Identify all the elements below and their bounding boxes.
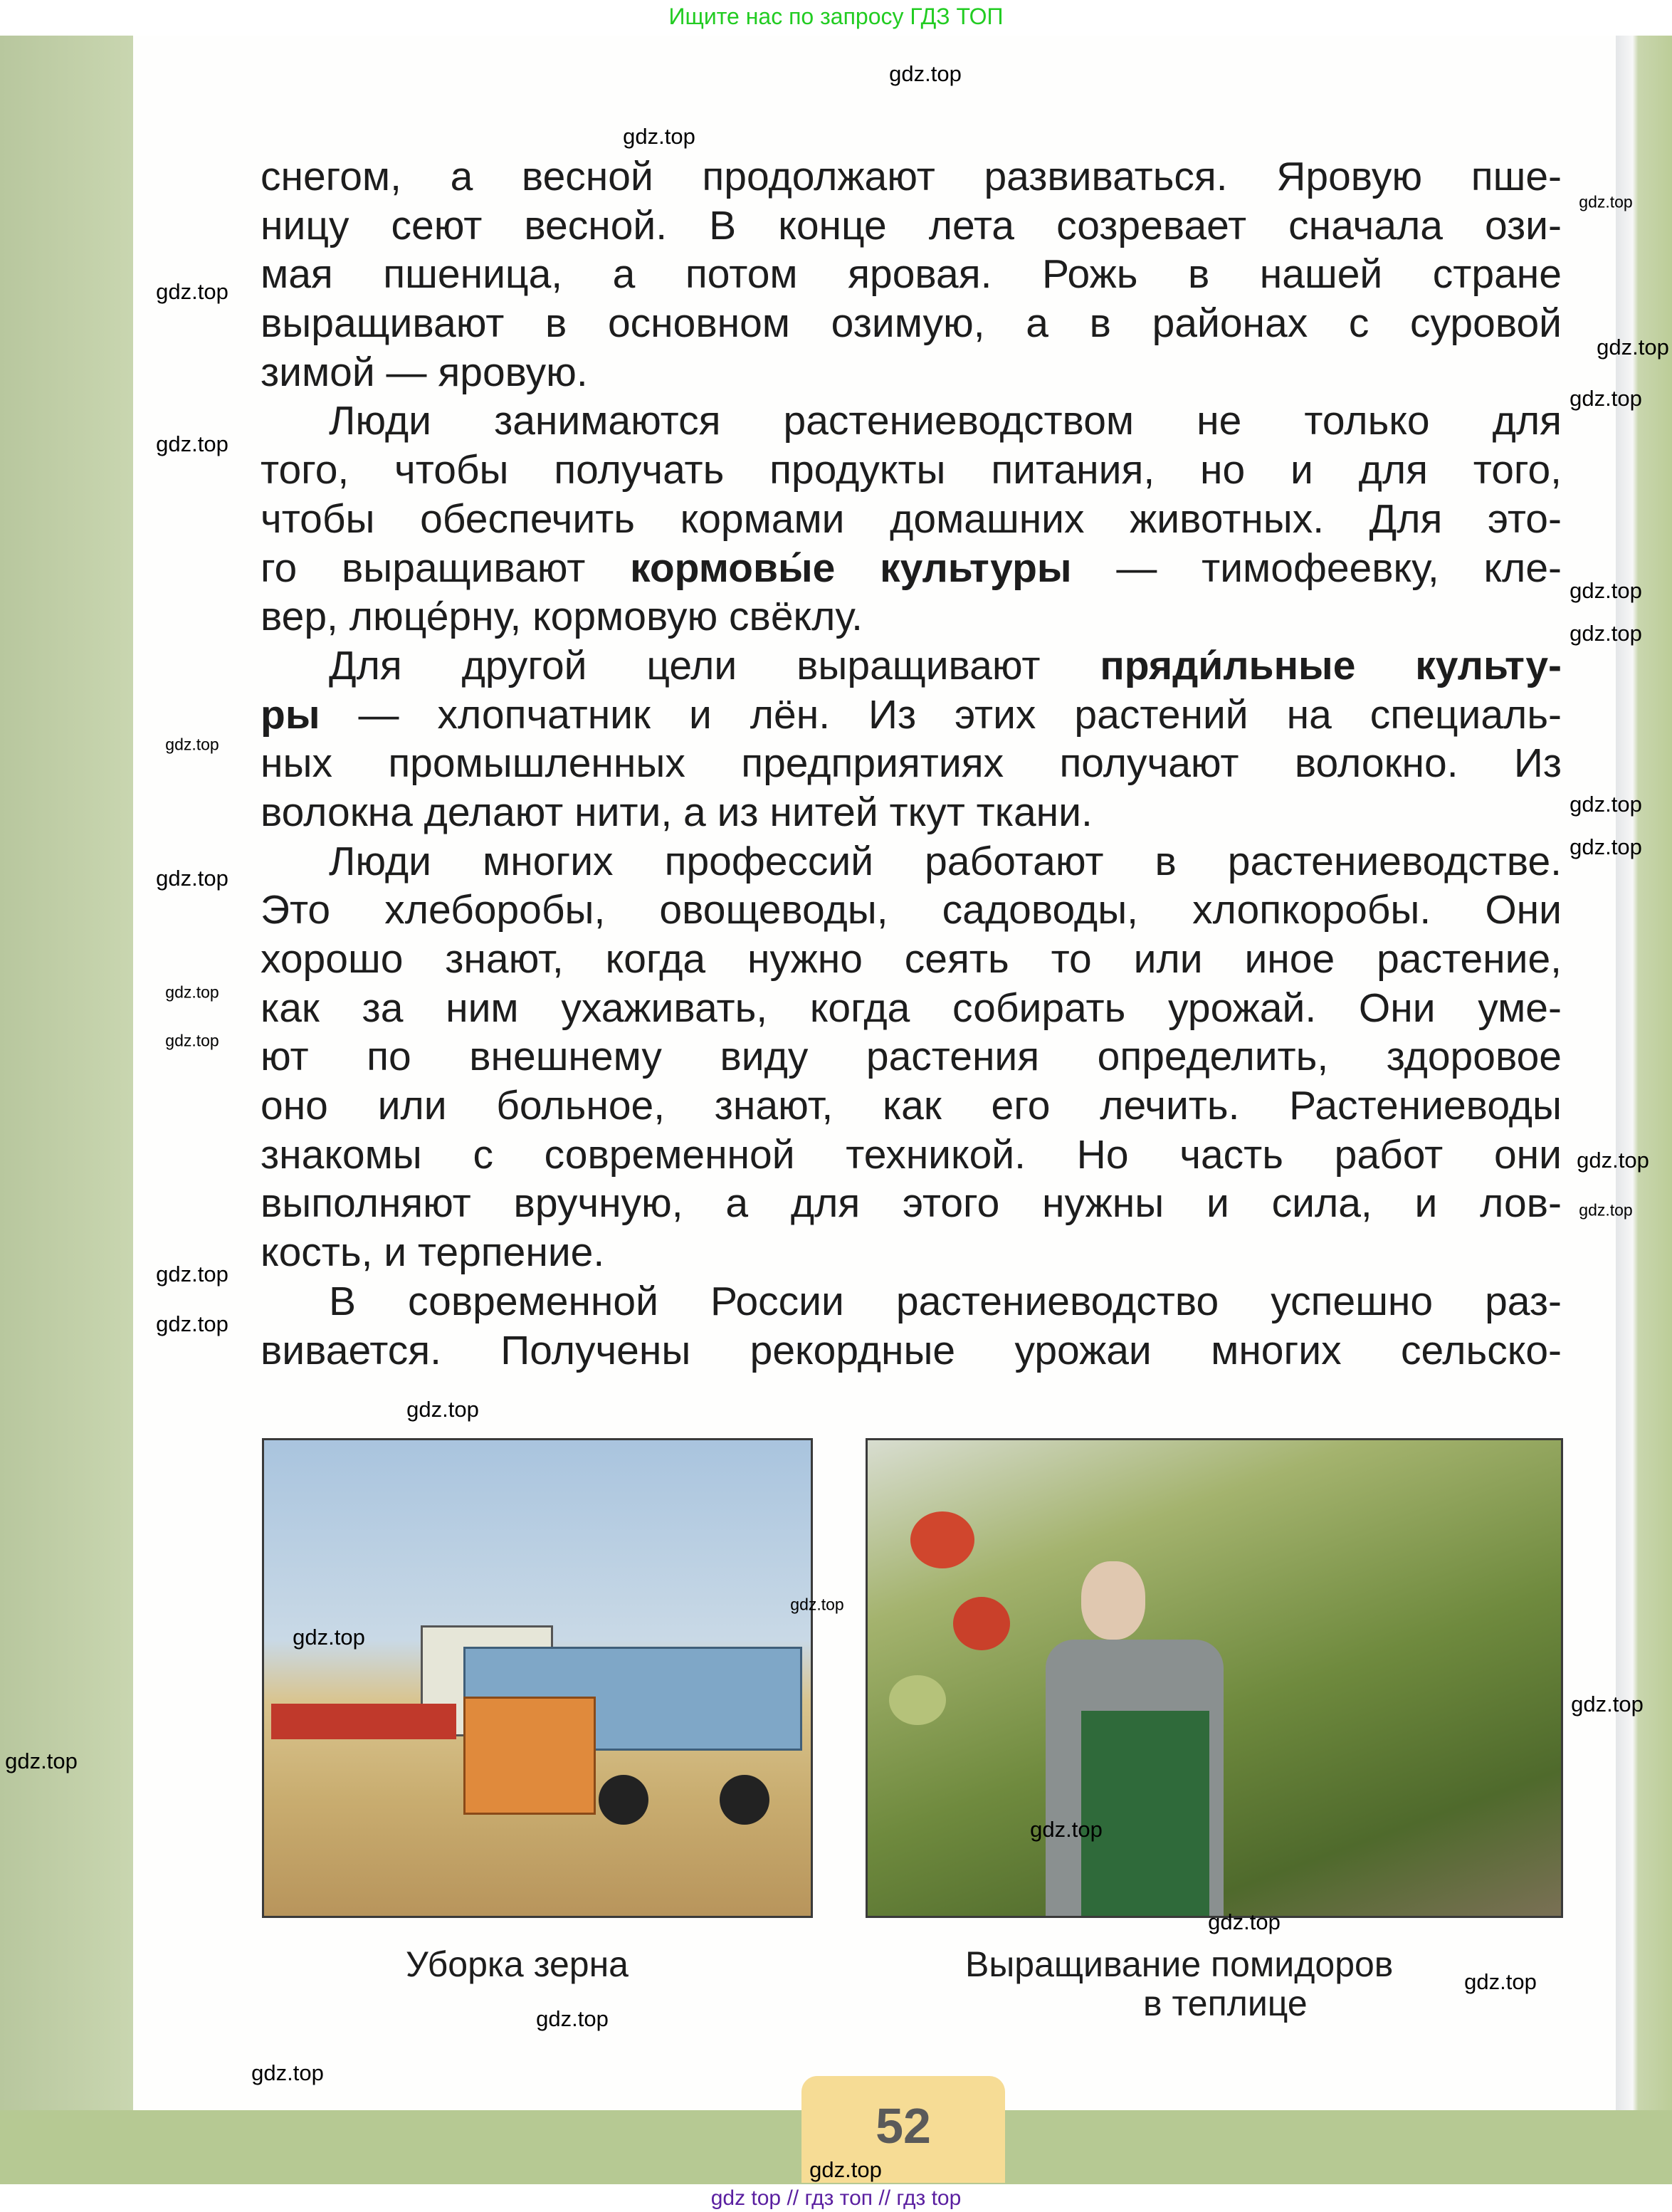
text-line: [261, 886, 1562, 935]
page-number: 52: [876, 2098, 931, 2154]
truck-wheel: [599, 1775, 648, 1825]
text-segment: го выращивают: [261, 545, 631, 591]
watermark: gdz.top: [1570, 792, 1642, 817]
text-segment: зимой — яровую.: [261, 349, 588, 395]
text-segment: того, чтобы получать продукты питания, но и для того,: [261, 447, 1562, 493]
text-line: [261, 641, 1562, 691]
text-line: [261, 348, 1562, 397]
text-line: [261, 1032, 1562, 1081]
link-gdz-top-ru[interactable]: гдз топ: [804, 2186, 873, 2210]
text-line: [261, 935, 1562, 984]
watermark: gdz.top: [790, 1595, 844, 1614]
text-line: [261, 1228, 1562, 1277]
text-segment: кость, и терпение.: [261, 1230, 605, 1276]
text-segment: вивается. Получены рекордные урожаи многих сельско-: [261, 1327, 1562, 1373]
watermark: gdz.top: [1570, 578, 1642, 603]
caption-right-line1: Выращивание помидоров: [965, 1944, 1394, 1984]
watermark: gdz.top: [1570, 386, 1642, 411]
bold-term: пряди́льные культу-: [1100, 642, 1562, 688]
left-page-margin: [0, 36, 133, 2114]
watermark: gdz.top: [156, 431, 228, 456]
watermark: gdz.top: [1579, 1200, 1633, 1220]
harvester-header: [271, 1704, 456, 1739]
watermark: gdz.top: [1579, 192, 1633, 211]
text-segment: вер, люце́рну, кормовую свёклу.: [261, 594, 863, 640]
text-line: [261, 1131, 1562, 1180]
link-separator: //: [878, 2186, 891, 2210]
body-text: [261, 152, 1562, 1375]
text-line: [261, 495, 1562, 544]
text-segment: чтобы обеспечить кормами домашних животных. Для это-: [261, 496, 1562, 542]
text-segment: волокна делают нити, а из нитей ткут ткани.: [261, 789, 1093, 835]
text-segment: Люди занимаются растениеводством не только для: [329, 398, 1562, 444]
text-line: [261, 788, 1562, 837]
photo-greenhouse-tomatoes: [866, 1438, 1563, 1918]
watermark: gdz.top: [156, 279, 228, 304]
bottom-links: [0, 2184, 1672, 2212]
text-line: [261, 152, 1562, 201]
text-segment: — хлопчатник и лён. Из этих растений на специаль-: [320, 691, 1562, 738]
watermark: gdz.top: [809, 2157, 882, 2182]
text-line: [261, 446, 1562, 495]
text-line: [261, 201, 1562, 251]
text-line: [261, 1179, 1562, 1228]
text-segment: как за ним ухаживать, когда собирать урожай. Они уме-: [261, 985, 1562, 1031]
watermark: gdz.top: [406, 1397, 479, 1422]
text-segment: В современной России растениеводство успешно раз-: [329, 1278, 1562, 1324]
link-separator: //: [787, 2186, 799, 2210]
worker-head: [1081, 1561, 1145, 1640]
watermark: gdz.top: [156, 1311, 228, 1336]
text-line: [261, 544, 1562, 593]
watermark: gdz.top: [5, 1749, 78, 1773]
tomato: [889, 1675, 946, 1725]
watermark: gdz.top: [156, 866, 228, 891]
caption-left: Уборка зерна: [406, 1944, 629, 1984]
text-segment: снегом, а весной продолжают развиваться. Яровую пше-: [261, 154, 1562, 199]
watermark: gdz.top: [156, 1262, 228, 1286]
watermark: gdz.top: [1030, 1817, 1103, 1842]
text-segment: — тимофеевку, кле-: [1071, 545, 1562, 591]
text-line: [261, 397, 1562, 446]
watermark: gdz.top: [1570, 621, 1642, 646]
text-line: [261, 1277, 1562, 1326]
text-line: [261, 691, 1562, 740]
watermark: gdz.top: [165, 1031, 219, 1050]
text-segment: ных промышленных предприятиях получают волокно. Из: [261, 740, 1562, 787]
watermark: gdz.top: [165, 982, 219, 1002]
watermark: gdz.top: [1597, 335, 1669, 360]
watermark: gdz.top: [251, 2060, 324, 2085]
top-banner: [0, 0, 1672, 36]
text-line: [261, 1081, 1562, 1131]
bold-term: кормовы́е культуры: [630, 545, 1072, 591]
caption-right-line2: в теплице: [1143, 1983, 1308, 2023]
link-gdz-top-mixed[interactable]: гдз top: [896, 2186, 962, 2210]
text-line: [261, 739, 1562, 788]
text-line: [261, 592, 1562, 641]
watermark: gdz.top: [889, 61, 962, 86]
text-segment: мая пшеница, а потом яровая. Рожь в нашей стране: [261, 251, 1562, 298]
text-segment: Для другой цели выращивают: [329, 642, 1100, 688]
text-line: [261, 299, 1562, 348]
text-segment: Это хлеборобы, овощеводы, садоводы, хлопкоробы. Они: [261, 887, 1562, 933]
watermark: gdz.top: [1577, 1148, 1649, 1173]
watermark: gdz.top: [165, 735, 219, 754]
text-line: [261, 837, 1562, 886]
bold-term: ры: [261, 691, 320, 738]
watermark: gdz.top: [536, 2006, 609, 2031]
text-segment: выполняют вручную, а для этого нужны и сила, и лов-: [261, 1180, 1562, 1227]
text-line: [261, 984, 1562, 1033]
text-segment: оно или больное, знают, как его лечить. Растениеводы: [261, 1083, 1562, 1129]
text-line: [261, 250, 1562, 299]
watermark: gdz.top: [293, 1625, 365, 1650]
text-segment: знакомы с современной техникой. Но часть работ они: [261, 1131, 1562, 1178]
text-segment: ницу сеют весной. В конце лета созревает сначала ози-: [261, 202, 1562, 248]
text-line: [261, 1326, 1562, 1375]
search-banner-link[interactable]: Ищите нас по запросу ГДЗ ТОП: [668, 4, 1004, 29]
truck-cab: [463, 1697, 596, 1815]
text-segment: ют по внешнему виду растения определить, здоровое: [261, 1034, 1562, 1080]
photo-grain-harvest: [262, 1438, 813, 1918]
text-segment: Люди многих профессий работают в растениеводстве.: [329, 838, 1562, 884]
worker-apron: [1081, 1711, 1209, 1918]
watermark: gdz.top: [1464, 1969, 1537, 1994]
tomato: [953, 1597, 1010, 1650]
watermark: gdz.top: [1208, 1909, 1281, 1934]
link-gdz-top[interactable]: gdz top: [710, 2186, 782, 2210]
watermark: gdz.top: [623, 124, 695, 149]
tomato: [910, 1511, 974, 1568]
text-segment: выращивают в основном озимую, а в районах с суровой: [261, 300, 1562, 347]
text-segment: хорошо знают, когда нужно сеять то или иное растение,: [261, 936, 1562, 982]
watermark: gdz.top: [1571, 1692, 1644, 1716]
watermark: gdz.top: [1570, 834, 1642, 859]
truck-wheel: [720, 1775, 769, 1825]
